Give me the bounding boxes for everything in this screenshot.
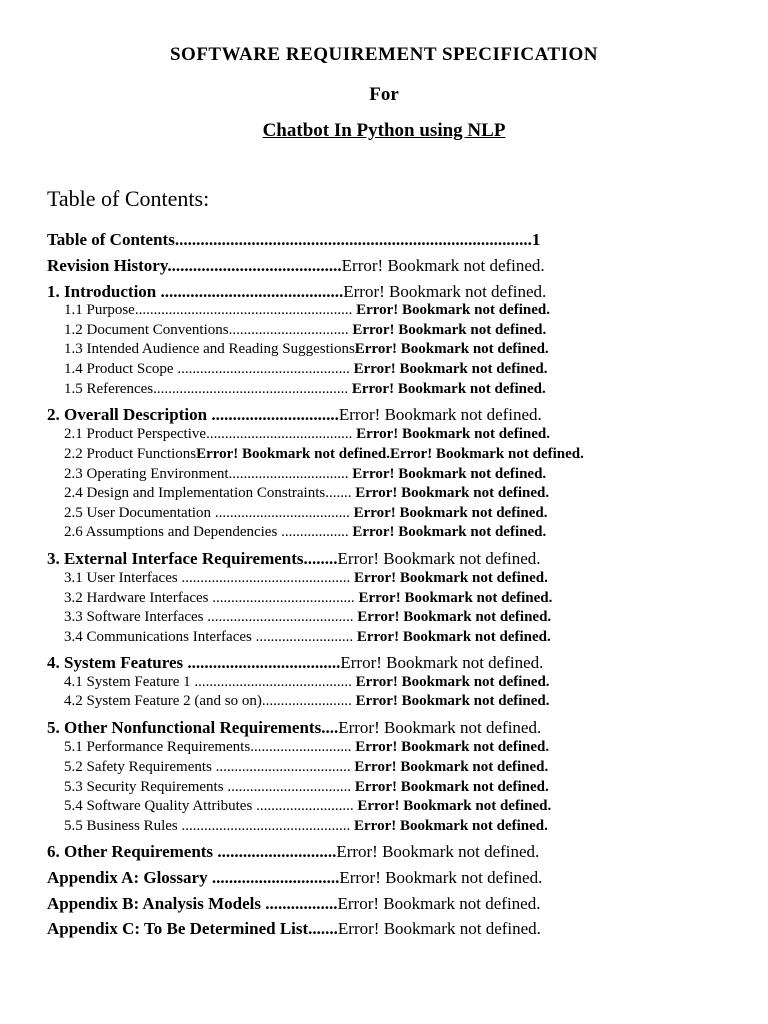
toc-entry-title: 6. Other Requirements	[47, 842, 214, 861]
toc-entry-title: 2.2 Product Functions	[64, 446, 197, 462]
toc-entry-title: 2.6 Assumptions and Dependencies	[64, 524, 278, 540]
toc-entry-leader: ....	[321, 718, 339, 737]
toc-entry-page: Error! Bookmark not defined.	[348, 322, 547, 338]
toc-entry-leader: ..............................	[207, 868, 340, 887]
toc-entry-leader: ......................................	[208, 590, 355, 606]
toc-entry-title: Revision History	[47, 256, 168, 275]
toc-entry-page: Error! Bookmark not defined.	[350, 759, 549, 775]
toc-entry-title: 5.2 Safety Requirements	[64, 759, 212, 775]
toc-entry[interactable]	[64, 589, 697, 608]
toc-entry-leader: .......................................	[203, 609, 354, 625]
toc-entry-leader: ........	[303, 549, 338, 568]
toc-entry[interactable]	[64, 628, 697, 647]
toc-entry-leader: .......	[325, 485, 352, 501]
toc-heading: Table of Contents:	[47, 186, 210, 211]
document-subtitle: Chatbot In Python using NLP	[262, 120, 506, 141]
toc-entry-title: 4.2 System Feature 2 (and so on)	[64, 693, 262, 709]
toc-entry-title: Appendix A: Glossary	[47, 868, 208, 887]
toc-entry-title: 4.1 System Feature 1	[64, 674, 191, 690]
toc-entry-leader: ..............................	[207, 405, 339, 424]
toc-entry-page: Error! Bookmark not defined.	[348, 381, 546, 397]
toc-entry-page: Error! Bookmark not defined.	[354, 341, 549, 357]
toc-entry[interactable]	[64, 484, 697, 503]
toc-entry[interactable]	[47, 867, 697, 889]
toc-entry-page: Error! Bookmark not defined.	[351, 693, 550, 709]
toc-entry[interactable]	[64, 380, 697, 399]
toc-entry-leader: .........................................	[167, 256, 342, 275]
toc-entry-leader: ................................	[228, 322, 349, 338]
toc-entry-title: Table of Contents	[47, 230, 175, 249]
toc-entry-title: Appendix B: Analysis Models	[47, 894, 261, 913]
toc-entry-title: 1.3 Intended Audience and Reading Suggestions	[64, 341, 355, 357]
toc-entry-page: Error! Bookmark not defined.	[353, 629, 551, 645]
toc-entry-page: Error! Bookmark not defined.	[354, 590, 553, 606]
toc-entry[interactable]	[64, 425, 697, 444]
toc-entry-page: Error! Bookmark not defined.	[337, 549, 541, 568]
toc-entry-leader: ....................................	[211, 505, 350, 521]
toc-entry[interactable]	[47, 404, 697, 426]
toc-entry-page: Error! Bookmark not defined.	[343, 282, 547, 301]
toc-entry[interactable]	[47, 918, 697, 940]
toc-entry-page: Error! Bookmark not defined.	[339, 868, 543, 887]
toc-entry-page: Error! Bookmark not defined.	[349, 505, 548, 521]
toc-entry-page: Error! Bookmark not defined.	[353, 609, 552, 625]
toc-entry[interactable]	[47, 652, 697, 674]
toc-entry[interactable]	[47, 229, 697, 251]
toc-entry-leader: ...........................................	[156, 282, 344, 301]
toc-entry-leader: ........................	[261, 693, 352, 709]
toc-entry-title: 3.4 Communications Interfaces	[64, 629, 252, 645]
toc-entry-title: 2.4 Design and Implementation Constraints	[64, 485, 326, 501]
toc-entry-title: 2. Overall Description	[47, 405, 208, 424]
toc-entry[interactable]	[64, 465, 697, 484]
toc-entry-page: 1	[531, 230, 541, 249]
toc-entry-page: Error! Bookmark not defined.	[340, 653, 544, 672]
toc-entry[interactable]	[64, 738, 697, 757]
toc-entry-title: Appendix C: To Be Determined List	[47, 919, 309, 938]
toc-entry-leader: ..........................................................	[134, 302, 353, 318]
toc-entry-title: 1.1 Purpose	[64, 302, 135, 318]
toc-entry-title: 2.1 Product Perspective	[64, 426, 207, 442]
toc-entry[interactable]	[64, 758, 697, 777]
toc-entry-page: Error! Bookmark not defined.	[337, 919, 541, 938]
document-for-label: For	[369, 84, 399, 105]
toc-entry-title: 1.4 Product Scope	[64, 361, 174, 377]
toc-entry-page: Error! Bookmark not defined.	[351, 779, 549, 795]
toc-entry[interactable]	[64, 445, 697, 464]
toc-entry-title: 1.2 Document Conventions	[64, 322, 229, 338]
toc-entry[interactable]	[64, 360, 697, 379]
toc-entry-leader: ..............................................	[173, 361, 350, 377]
toc-entry[interactable]	[64, 504, 697, 523]
toc-entry-title: 5.4 Software Quality Attributes	[64, 798, 253, 814]
toc-entry-title: 1. Introduction	[47, 282, 157, 301]
toc-entry-leader: .................................	[223, 779, 352, 795]
toc-entry-page: Error! Bookmark not defined.	[337, 894, 541, 913]
toc-entry[interactable]	[64, 692, 697, 711]
toc-entry-title: 5.5 Business Rules	[64, 818, 178, 834]
toc-entry[interactable]	[47, 841, 697, 863]
toc-entry[interactable]	[47, 893, 697, 915]
toc-entry-page: Error! Bookmark not defined.	[350, 818, 548, 834]
toc-entry-title: 3. External Interface Requirements	[47, 549, 304, 568]
toc-entry[interactable]	[47, 717, 697, 739]
document-title: SOFTWARE REQUIREMENT SPECIFICATION	[169, 44, 599, 65]
toc-entry-title: 4. System Features	[47, 653, 184, 672]
toc-entry-leader: .................	[260, 894, 338, 913]
toc-entry-title: 3.3 Software Interfaces	[64, 609, 204, 625]
toc-entry[interactable]	[47, 255, 697, 277]
toc-entry-title: 3.1 User Interfaces	[64, 570, 178, 586]
toc-entry-page: Error! Bookmark not defined.	[348, 466, 547, 482]
toc-entry-leader: ...........................	[250, 739, 352, 755]
toc-entry[interactable]	[64, 673, 697, 692]
toc-entry-leader: ..........................................	[190, 674, 352, 690]
toc-entry-leader: ....................................................................................	[174, 230, 532, 249]
toc-entry-leader: ............................	[213, 842, 337, 861]
toc-entry[interactable]	[64, 778, 697, 797]
toc-entry[interactable]	[64, 340, 697, 359]
toc-entry-leader: .............................................	[177, 570, 351, 586]
toc-entry-page: Error! Bookmark not defined.	[350, 570, 548, 586]
toc-entry[interactable]	[64, 569, 697, 588]
toc-entry-leader: .............................................	[177, 818, 351, 834]
toc-entry-title: 3.2 Hardware Interfaces	[64, 590, 209, 606]
toc-entry-leader: .......................................	[206, 426, 353, 442]
toc-entry-page: Error! Bookmark not defined.	[336, 842, 540, 861]
toc-entry-title: 2.5 User Documentation	[64, 505, 212, 521]
toc-entry-title: 5.1 Performance Requirements	[64, 739, 251, 755]
toc-entry-title: 1.5 References	[64, 381, 154, 397]
toc-entry-leader: .......	[308, 919, 338, 938]
toc-entry-leader: ....................................	[211, 759, 351, 775]
toc-entry[interactable]	[64, 301, 697, 320]
toc-entry-leader: ..................	[277, 524, 349, 540]
toc-entry-page: Error! Bookmark not defined.	[351, 485, 550, 501]
toc-entry[interactable]	[64, 797, 697, 816]
toc-entry-leader: ....................................................	[153, 381, 349, 397]
toc-entry-page: Error! Bookmark not defined.	[349, 361, 548, 377]
toc-entry[interactable]	[47, 548, 697, 570]
toc-entry-leader: ................................	[228, 466, 349, 482]
toc-entry-page: Error! Bookmark not defined.	[352, 302, 550, 318]
toc-entry-page: Error! Bookmark not defined.	[338, 405, 542, 424]
toc-entry-page: Error! Bookmark not defined.	[352, 426, 550, 442]
toc-entry-page: Error! Bookmark not defined.	[351, 739, 550, 755]
toc-entry-page: Error! Bookmark not defined.	[351, 674, 550, 690]
toc-entry-title: 5.3 Security Requirements	[64, 779, 224, 795]
toc-entry-leader: ..........................	[252, 798, 354, 814]
toc-entry-page: Error! Bookmark not defined.	[348, 524, 547, 540]
toc-entry-leader: ....................................	[183, 653, 341, 672]
toc-entry-page: Error! Bookmark not defined.Error! Bookmark not defined.	[196, 446, 584, 462]
toc-entry-leader: ..........................	[251, 629, 354, 645]
toc-entry-page: Error! Bookmark not defined.	[353, 798, 552, 814]
toc-entry[interactable]	[64, 608, 697, 627]
toc-entry[interactable]	[64, 321, 697, 340]
toc-entry-page: Error! Bookmark not defined.	[341, 256, 545, 275]
toc-entry[interactable]	[64, 523, 697, 542]
toc-entry-title: 2.3 Operating Environment	[64, 466, 229, 482]
toc-entry[interactable]	[64, 817, 697, 836]
toc-entry-page: Error! Bookmark not defined.	[338, 718, 542, 737]
toc-entry[interactable]	[47, 281, 697, 303]
toc-entry-title: 5. Other Nonfunctional Requirements	[47, 718, 322, 737]
